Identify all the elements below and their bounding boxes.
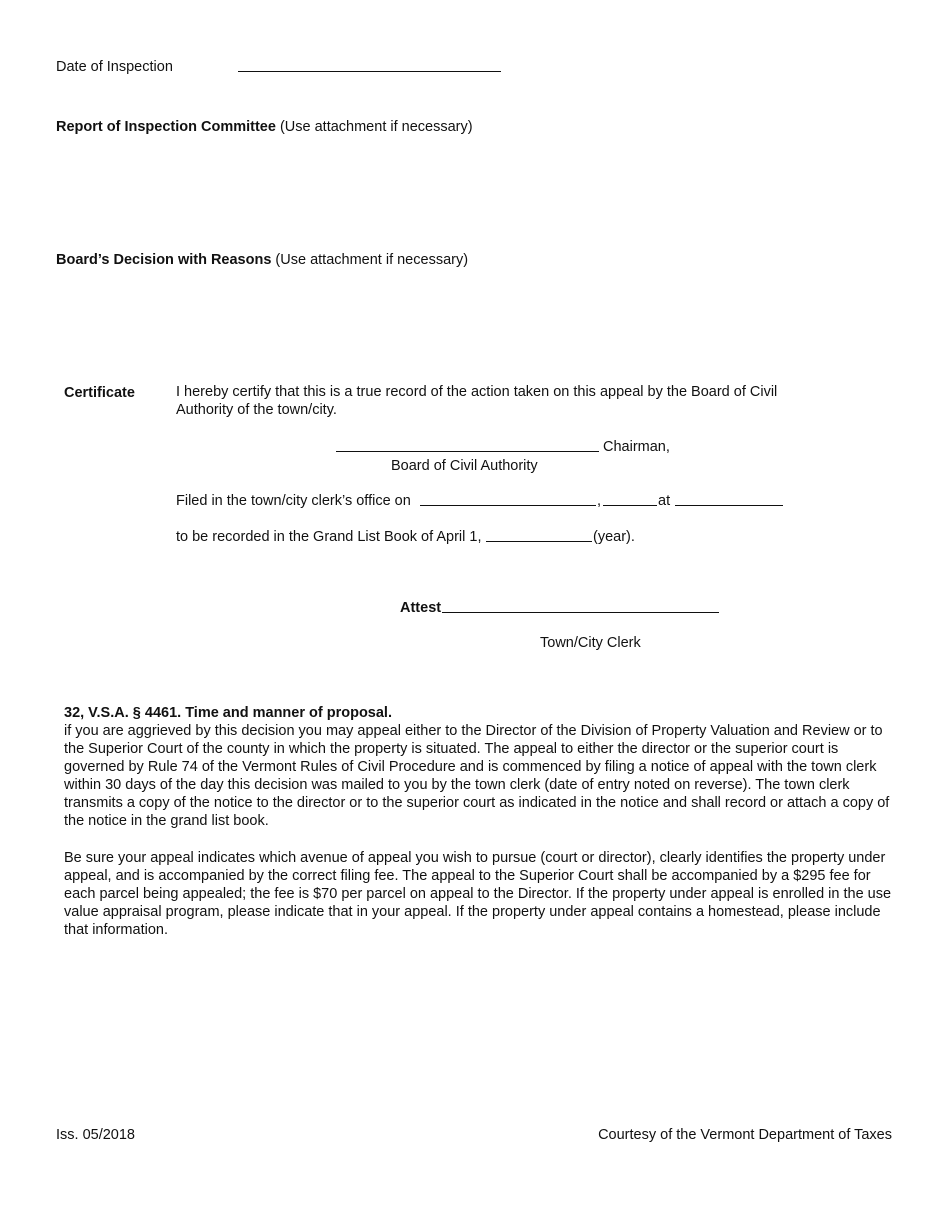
recorded-suffix: (year). — [593, 529, 635, 545]
decision-heading — [56, 251, 468, 269]
statute-paragraph-2: Be sure your appeal indicates which avenue of appeal you wish to pursue (court or director), clearly identifies the property under appeal, and is accompanied by the correct filing fee. The appeal to the Superior Court shall be accompanied by a $295 fee for each parcel being appealed; the fee is $70 per parcel on appeal to the Director. If the property under appeal is enrolled in the use value appraisal program, please indicate that in your appeal. If the property under appeal contains a homestead, please include that information. — [64, 850, 892, 938]
report-note: (Use attachment if necessary) — [275, 119, 473, 135]
filed-year-field[interactable] — [603, 491, 657, 506]
certificate-statement: I hereby certify that this is a true record of the action taken on this appeal by the Board of Civil Authority of the town/city. — [176, 384, 778, 418]
chairman-signature-field[interactable] — [336, 437, 599, 452]
attest-signature-field[interactable] — [442, 598, 719, 613]
decision-area[interactable] — [56, 273, 896, 373]
statute-paragraph-1: if you are aggrieved by this decision you may appeal either to the Director of the Division of Property Valuation and Review or to the Superior Court of the county in which the property is situated. The appeal to either the director or the superior court is governed by Rule 74 of the Vermont Rules of Civil Procedure and is commenced by filing a notice of appeal with the town clerk within 30 days of the day this decision was mailed to you by the town clerk (date of entry noted on reverse). The town clerk transmits a copy of the notice to the director or to the superior court as indicated in the notice and shall record or attach a copy of the notice in the grand list book. — [64, 723, 890, 829]
filed-at-label: at — [658, 493, 671, 509]
filed-comma: , — [597, 493, 602, 509]
filed-date-field[interactable] — [420, 491, 596, 506]
filed-prefix: Filed in the town/city clerk’s office on — [176, 493, 411, 509]
courtesy-line: Courtesy of the Vermont Department of Taxes — [598, 1127, 892, 1143]
decision-label: Board’s Decision with Reasons — [56, 252, 272, 268]
attest-label: Attest — [400, 600, 442, 616]
report-area[interactable] — [56, 140, 896, 240]
board-label: Board of Civil Authority — [391, 458, 538, 474]
report-label: Report of Inspection Committee — [56, 119, 276, 135]
statute-heading: 32, V.S.A. § 4461. Time and manner of proposal. — [64, 705, 392, 721]
date-of-inspection-label: Date of Inspection — [56, 59, 173, 75]
certificate-label: Certificate — [64, 385, 135, 401]
filed-time-field[interactable] — [675, 491, 783, 506]
recorded-prefix: to be recorded in the Grand List Book of April 1, — [176, 529, 482, 545]
report-heading — [56, 118, 473, 136]
decision-note: (Use attachment if necessary) — [271, 252, 469, 268]
clerk-label: Town/City Clerk — [540, 635, 641, 651]
issue-date: Iss. 05/2018 — [56, 1127, 135, 1143]
chairman-label: Chairman, — [603, 439, 670, 455]
recorded-year-field[interactable] — [486, 527, 592, 542]
date-of-inspection-field[interactable] — [238, 57, 501, 72]
